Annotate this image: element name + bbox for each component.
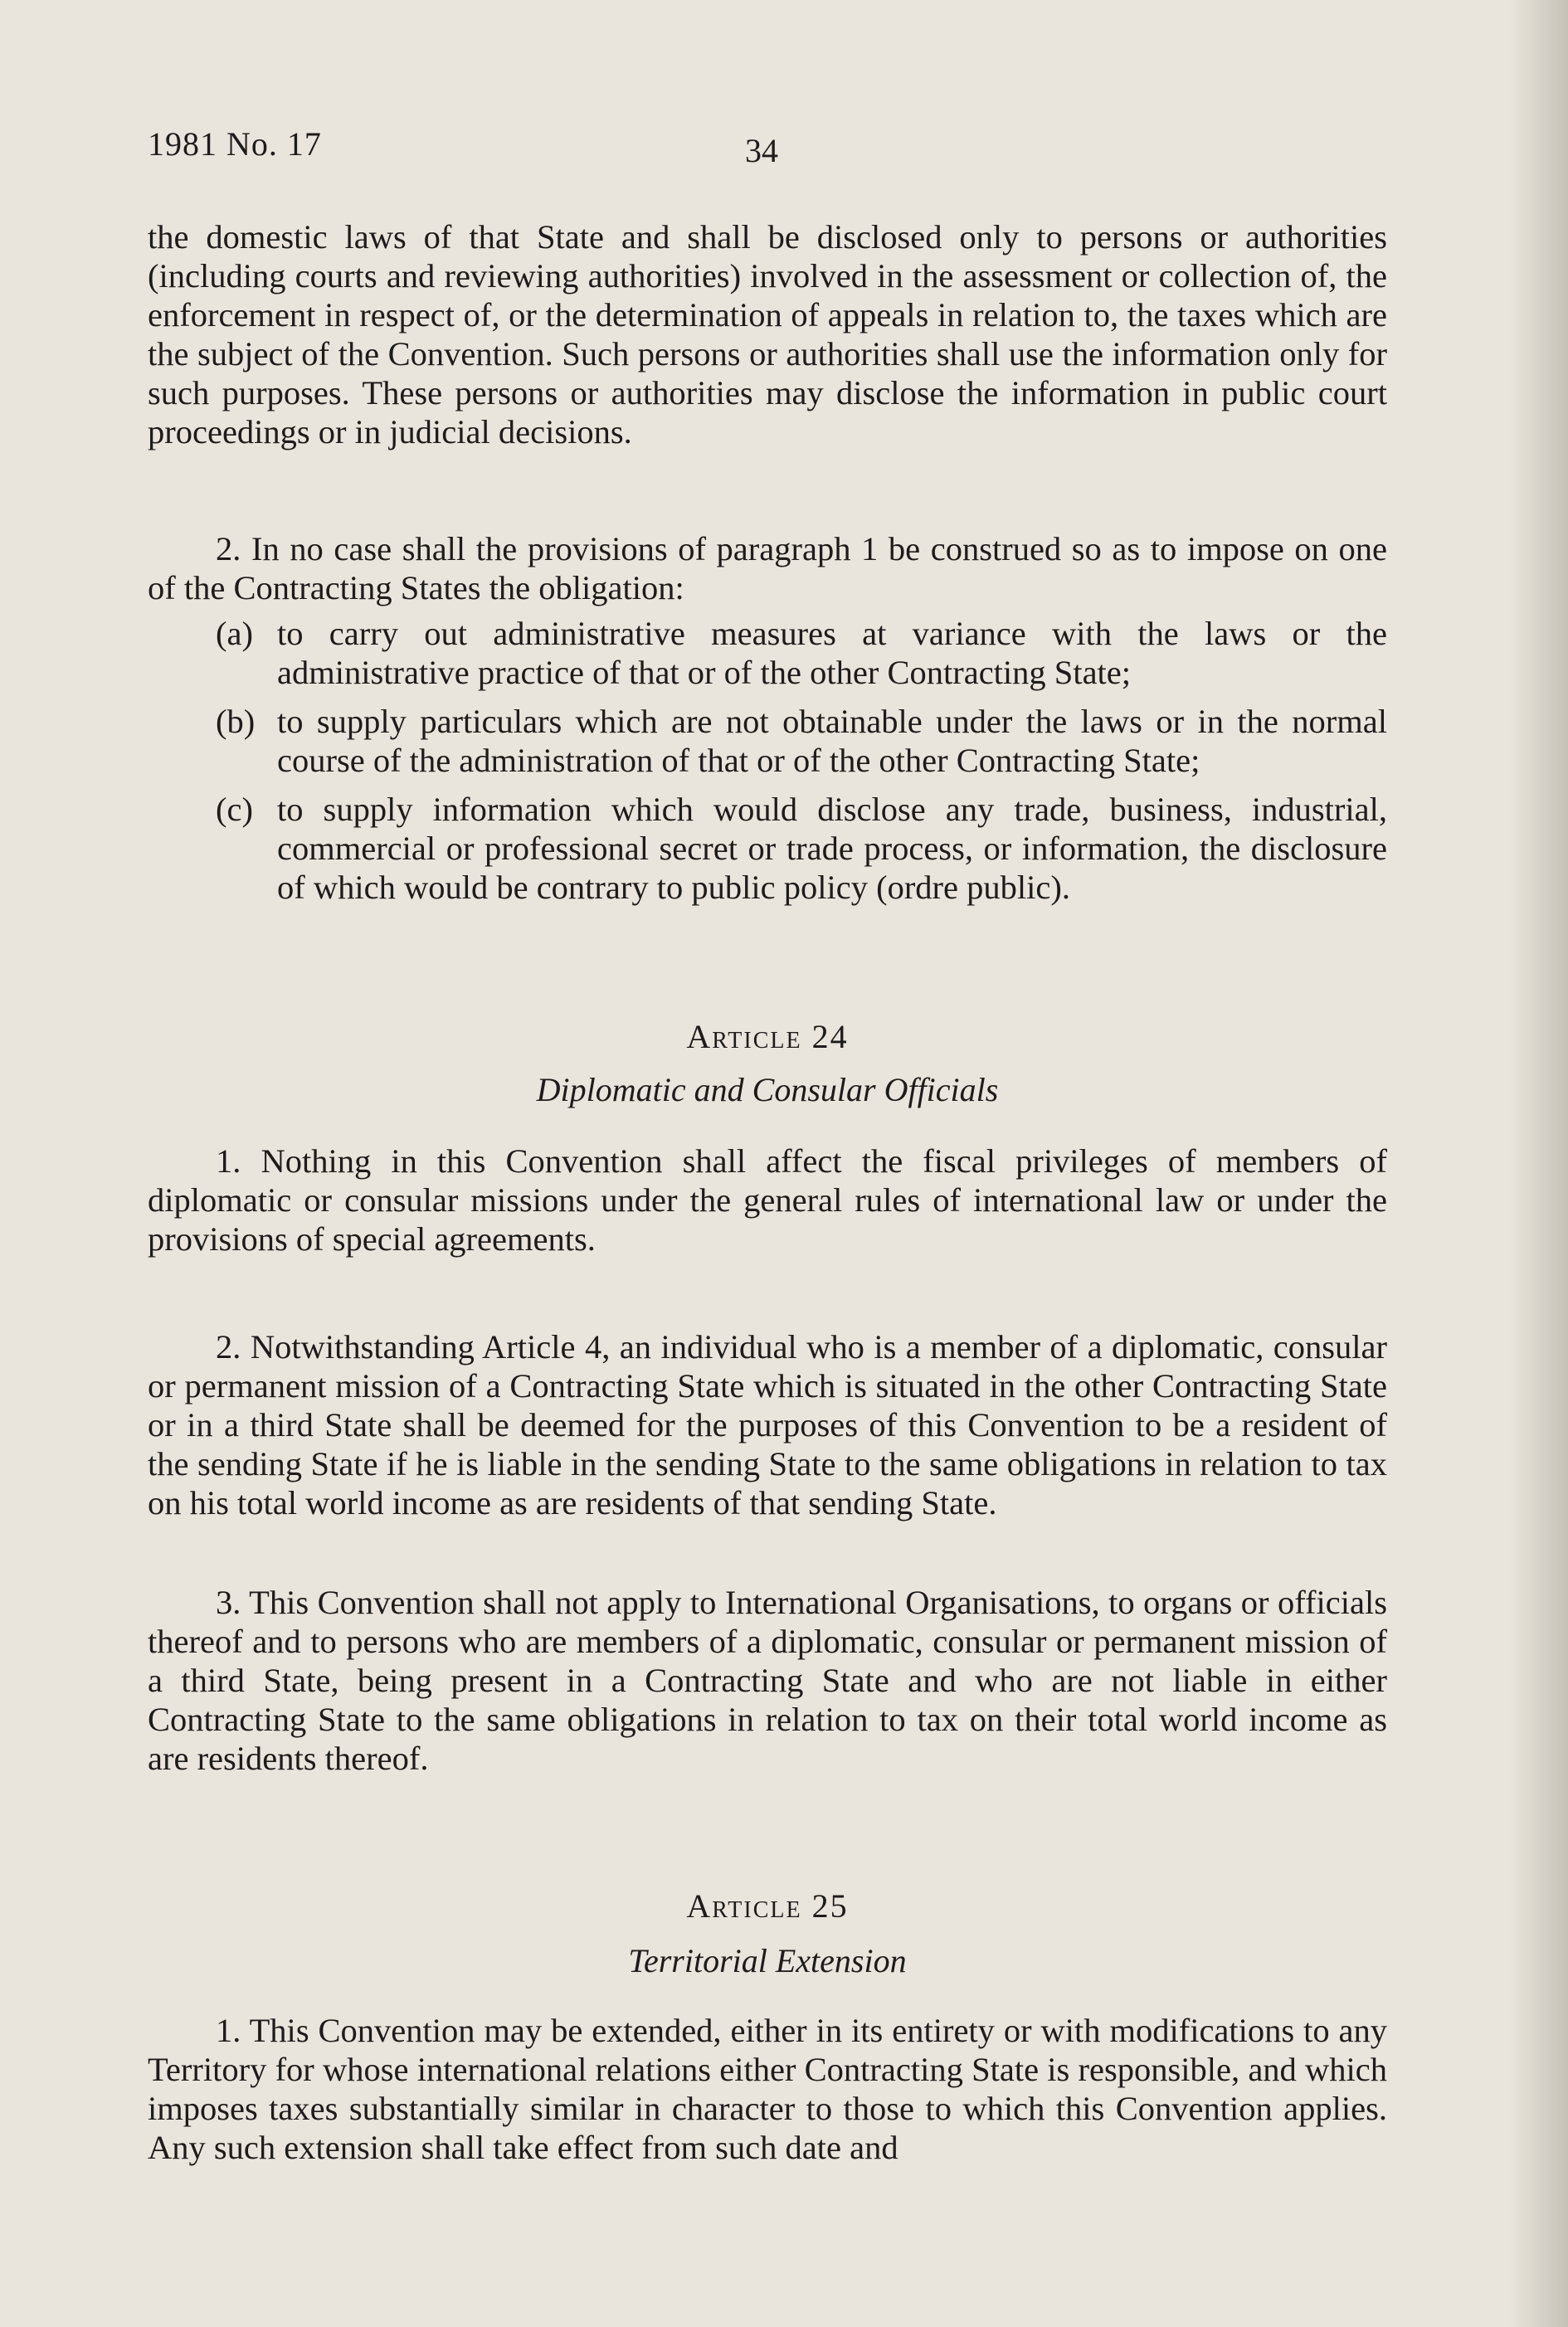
- article-24-title-block: [148, 1070, 1387, 1109]
- article-24-paragraph-1: [148, 1142, 1387, 1258]
- paragraph: 2. Notwithstanding Article 4, an individual who is a member of a diplomatic, consular or permanent mission of a Contracting State which is situated in the other Contracting State or in a third State shall be deemed for the purposes of this Convention to be a resident of the sending State if he is liable in the sending State to the same obligations in relation to tax on his total world income as are residents of that sending State.: [148, 1328, 1387, 1521]
- list-item-label: (c): [216, 791, 253, 828]
- list-item-text: to supply particulars which are not obtainable under the laws or in the normal course of the administration of that or of the other Contracting State;: [277, 703, 1387, 779]
- article-title: Diplomatic and Consular Officials: [536, 1071, 999, 1108]
- article-25-title-block: [148, 1941, 1387, 1980]
- article-23-paragraph-2: [148, 529, 1387, 917]
- list-item-a: [148, 614, 1387, 692]
- list-item-text: to carry out administrative measures at variance with the laws or the administrative practice of that or of the other Contracting State;: [277, 615, 1387, 691]
- list-item-label: (a): [216, 615, 253, 652]
- list-item-c: [148, 790, 1387, 907]
- page-number: 34: [745, 132, 778, 169]
- running-header: 1981 No. 17: [148, 125, 322, 163]
- list-item-label: (b): [216, 703, 256, 740]
- page-edge-shadow: [1510, 0, 1568, 2327]
- article-24-paragraph-3: [148, 1583, 1387, 1778]
- intro-paragraph: the domestic laws of that State and shall be disclosed only to persons or authorities (including courts and reviewing authorities) involved in the assessment or collection of, the enforcement in respect of, or the determination of appeals in relation to, the taxes which are the subject of the Convention. Such persons or authorities shall use the information only for such purposes. These persons or authorities may disclose the information in public court proceedings or in judicial decisions.: [148, 218, 1387, 450]
- list-item-b: [148, 702, 1387, 780]
- paragraph: 3. This Convention shall not apply to International Organisations, to organs or officials thereof and to persons who are members of a diplomatic, consular or permanent mission of a third State, being present in a Contracting State and who are not liable in either Contracting State to the same obligations in relation to tax on their total world income as are residents thereof.: [148, 1584, 1387, 1777]
- paragraph: 1. This Convention may be extended, either in its entirety or with modifications to any Territory for whose international relations either Contracting State is responsible, and which imposes taxes substantially similar in character to those to which this Convention applies. Any such extension shall take effect from such date and: [148, 2012, 1387, 2166]
- article-24-paragraph-2: [148, 1327, 1387, 1522]
- article-24-heading: [148, 1017, 1387, 1056]
- article-label: Article 25: [686, 1887, 849, 1925]
- article-label: Article 24: [686, 1018, 849, 1055]
- paragraph: 1. Nothing in this Convention shall affect the fiscal privileges of members of diplomatic or consular missions under the general rules of international law or under the provisions of special agreements.: [148, 1142, 1387, 1258]
- article-25-heading: [148, 1886, 1387, 1925]
- article-title: Territorial Extension: [628, 1942, 907, 1979]
- article-25-paragraph-1: [148, 2011, 1387, 2167]
- intro-block: [148, 217, 1387, 451]
- list-item-text: to supply information which would disclose any trade, business, industrial, commercial or professional secret or trade process, or information, the disclosure of which would be contrary to public policy (ordre public).: [277, 791, 1387, 906]
- paragraph-2-lead: 2. In no case shall the provisions of paragraph 1 be construed so as to impose on one of the Contracting States the obligation:: [148, 530, 1387, 606]
